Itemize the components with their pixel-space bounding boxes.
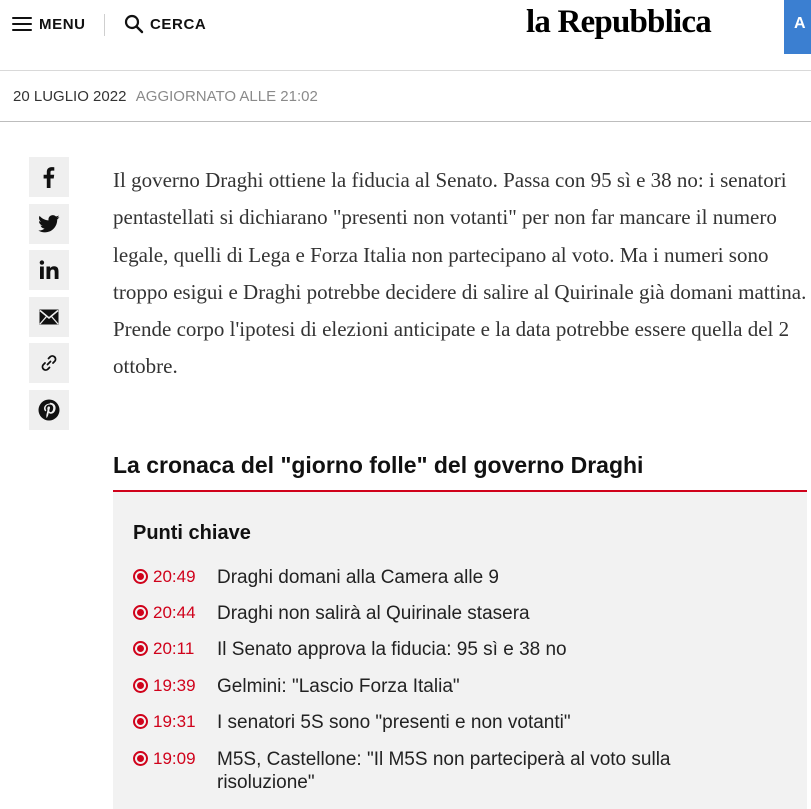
live-dot-icon: [133, 641, 148, 656]
key-point-item[interactable]: [133, 602, 793, 625]
section-title: La cronaca del "giorno folle" del governo Draghi: [113, 452, 644, 478]
key-point-item[interactable]: [133, 675, 793, 698]
menu-label: MENU: [39, 15, 86, 33]
search-icon: [124, 14, 144, 34]
dateline-rule: [0, 121, 811, 122]
live-dot-icon: [133, 714, 148, 729]
twitter-icon: [38, 215, 60, 233]
subscribe-button[interactable]: A: [784, 0, 811, 54]
key-point-item[interactable]: [133, 711, 793, 734]
share-facebook-button[interactable]: [29, 157, 69, 197]
share-link-button[interactable]: [29, 343, 69, 383]
email-icon: [39, 309, 59, 325]
key-point-text[interactable]: Draghi non salirà al Quirinale stasera: [217, 603, 530, 624]
header-rule: [0, 70, 811, 71]
key-point-time: 19:09: [133, 748, 217, 794]
key-point-time: 20:44: [133, 602, 217, 625]
search-button[interactable]: [124, 12, 206, 36]
key-point-item[interactable]: [133, 638, 793, 661]
site-logo[interactable]: la Repubblica: [526, 4, 711, 40]
hamburger-icon: [12, 17, 32, 31]
updated-time: AGGIORNATO ALLE 21:02: [135, 88, 318, 105]
key-points-box: [113, 492, 807, 809]
share-bar: [29, 157, 69, 436]
key-point-text[interactable]: I senatori 5S sono "presenti e non votanti": [217, 712, 571, 733]
key-point-text[interactable]: Il Senato approva la fiducia: 95 sì e 38 no: [217, 639, 567, 660]
search-label: CERCA: [150, 15, 207, 33]
key-point-text[interactable]: M5S, Castellone: "Il M5S non parteciperà al voto sulla risoluzione": [217, 749, 671, 793]
share-twitter-button[interactable]: [29, 204, 69, 244]
share-linkedin-button[interactable]: [29, 250, 69, 290]
key-point-time: 20:49: [133, 566, 217, 589]
pinterest-icon: [38, 399, 60, 421]
menu-button[interactable]: [12, 12, 86, 36]
key-point-text[interactable]: Draghi domani alla Camera alle 9: [217, 567, 499, 588]
header-divider: [104, 14, 105, 36]
share-email-button[interactable]: [29, 297, 69, 337]
key-points-title: Punti chiave: [133, 522, 251, 544]
key-point-text[interactable]: Gelmini: "Lascio Forza Italia": [217, 676, 460, 697]
live-dot-icon: [133, 678, 148, 693]
article-lead: Il governo Draghi ottiene la fiducia al Senato. Passa con 95 sì e 38 no: i senatori pentastellati si dichiarano "presenti non votanti" per non far mancare il numero legale, quelli di Lega e Forza Italia non partecipano al voto. Ma i numeri sono troppo esigui e Draghi potrebbe decidere di salire al Quirinale già domani mattina. Prende corpo l'ipotesi di elezioni anticipate e la data potrebbe essere quella del 2 ottobre.: [113, 168, 807, 379]
publish-date: 20 LUGLIO 2022: [13, 88, 127, 105]
linkedin-icon: [39, 260, 59, 280]
article-dateline: [13, 88, 318, 105]
key-point-time: 19:39: [133, 675, 217, 698]
key-point-item[interactable]: [133, 748, 793, 794]
key-point-time: 20:11: [133, 638, 217, 661]
facebook-icon: [39, 166, 59, 188]
site-header: [0, 0, 811, 54]
share-pinterest-button[interactable]: [29, 390, 69, 430]
key-point-time: 19:31: [133, 711, 217, 734]
live-dot-icon: [133, 751, 148, 766]
key-point-item[interactable]: [133, 566, 793, 589]
live-dot-icon: [133, 569, 148, 584]
live-dot-icon: [133, 605, 148, 620]
link-icon: [39, 353, 59, 373]
